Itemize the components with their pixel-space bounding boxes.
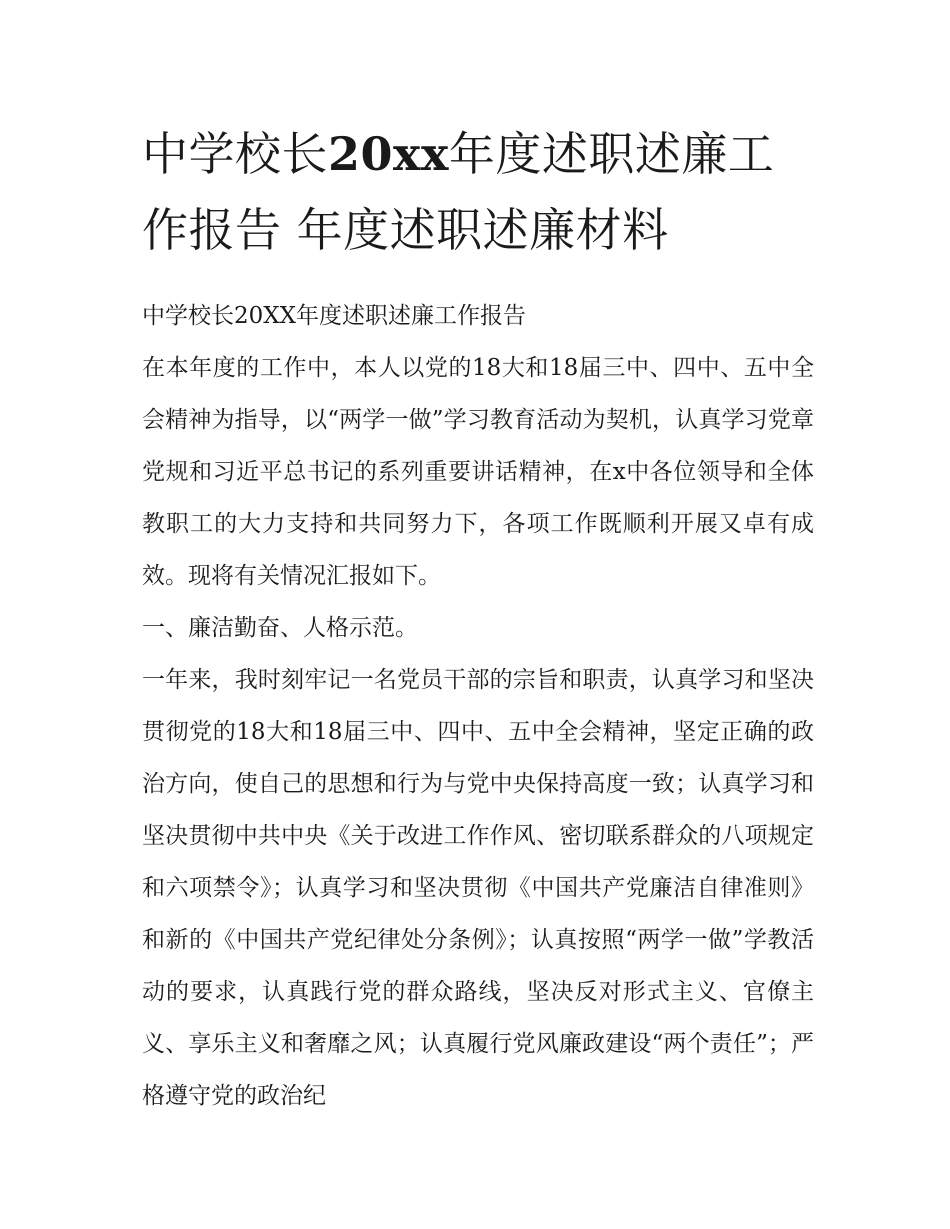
title-part-1: 中学校长 [142,127,328,181]
document-body [142,116,814,1122]
intro-paragraph: 在本年度的工作中，本人以党的18大和18届三中、四中、五中全会精神为指导，以“两学一做”学习教育活动为契机，认真学习党章党规和习近平总书记的系列重要讲话精神，在x中各位领导和全体教职工的大力支持和共同努力下，各项工作既顺利开展又卓有成效。现将有关情况汇报如下。 [142,355,814,589]
document-title [142,116,814,268]
title-part-2: 年度述职述廉工作报告 年度述职述廉材料 [142,127,775,257]
section-1-paragraph: 一年来，我时刻牢记一名党员干部的宗旨和职责，认真学习和坚决贯彻党的18大和18届三中、四中、五中全会精神，坚定正确的政治方向，使自己的思想和行为与党中央保持高度一致；认真学习和坚决贯彻中共中央《关于改进工作作风、密切联系群众的八项规定和六项禁令》；认真学习和坚决贯彻《中国共产党廉洁自律准则》和新的《中国共产党纪律处分条例》；认真按照“两学一做”学教活动的要求，认真践行党的群众路线，坚决反对形式主义、官僚主义、享乐主义和奢靡之风；认真履行党风廉政建设“两个责任”；严格遵守党的政治纪 [142,667,814,1109]
report-subtitle: 中学校长20XX年度述职述廉工作报告 [142,303,527,329]
section-heading-1: 一、廉洁勤奋、人格示范。 [142,615,418,641]
title-year: 20xx [328,127,449,181]
